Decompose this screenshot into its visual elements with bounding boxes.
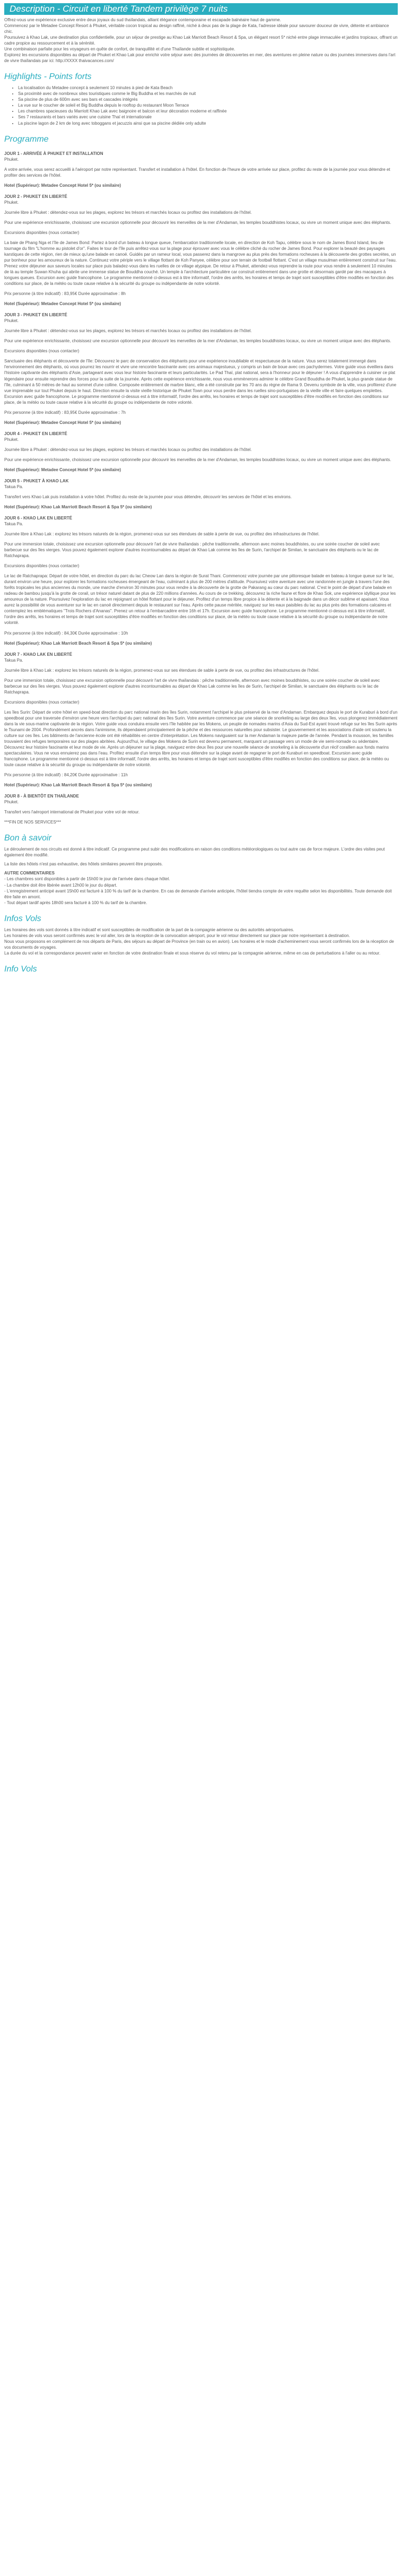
highlight-item: • Ses 7 restaurants et bars variés avec une cuisine Thaï et internationale [18,114,398,120]
autre-commentaires-title: AUTRE COMMENTAIRES [4,871,55,876]
infos-vols-title: Infos Vols [4,914,41,923]
bon-a-savoir-paragraph: La liste des hôtels n'est pas exhaustive, des hôtels similaires peuvent être proposés. [4,862,163,867]
day-paragraph: Transfert vers Khao Lak puis installation à votre hôtel. Profitez du reste de la journée pour vous détendre, découvrir les services de l'hôtel et les environs. [4,494,292,499]
day-hotel: Hotel (Supérieur): Metadee Concept Hotel 5* (ou similaire) [4,183,121,188]
highlight-item: • Sa piscine de plus de 600m avec ses bars et cascades intégrés [18,97,398,102]
day-paragraph: Excursions disponibles (nous contacter) [4,230,80,235]
day-block [4,312,398,425]
day-paragraph: Journée libre à Khao Lak : explorez les trésors naturels de la région, promenez-vous sur ses étendues de sable à perte de vue, ou profitez des infrastructures de l'hôtel. [4,667,320,673]
day-hotel: Hotel (Supérieur): Metadee Concept Hotel 5* (ou similaire) [4,420,121,425]
day-hotel: Hotel (Supérieur): Metadee Concept Hotel 5* (ou similaire) [4,467,121,472]
day-title: JOUR 8 - À BIENTÔT EN THAÏLANDE [4,794,79,799]
day-block [4,431,398,473]
day-block [4,515,398,646]
infos-vols-paragraph: Les horaires des vols sont donnés à titre indicatif et sont susceptibles de modification de la part de la compagnie aérienne ou des autorités aéroportuaires. [4,927,294,932]
day-place: Phuket. [4,437,19,442]
commentaire-item: - L'enregistrement anticipé avant 15h00 est facturé à 100 % du tarif de la chambre. En cas de demande d'arrivée anticipée, l'hôtel tiendra compte de votre requête selon les disponibilités. Toute demande doit être faite en amont. [4,888,392,899]
bon-a-savoir-section [4,846,398,905]
highlights-section [4,85,398,126]
day-block [4,793,398,825]
day-paragraph: Journée libre à Phuket : détendez-vous sur les plages, explorez les trésors et marchés locaux ou profitez des installations de l'hôtel. [4,447,252,452]
day-block [4,478,398,510]
day-paragraph: Excursions disponibles (nous contacter) [4,563,80,569]
day-paragraph: Prix personne (à titre indicatif) : 84,30€ Durée approximative : 10h [4,630,128,636]
day-title: JOUR 2 - PHUKET EN LIBERTÉ [4,194,67,199]
day-place: Phuket. [4,157,19,162]
programme-title: Programme [4,134,49,144]
commentaire-item: - La chambre doit être libérée avant 12h00 le jour du départ. [4,882,118,888]
page-title-banner: Description - Circuit en liberté Tandem privilège 7 nuits [4,3,398,15]
day-paragraph: Prix personne (à titre indicatif) : 83,95€ Durée approximative : 8h [4,291,126,297]
infos-vols-paragraph: Nous vous proposons en complément de nos départs de Paris, des séjours au départ de Province (en train ou en avion). Les horaires et le mode d'acheminement vous seront confirmés lors de la réception de vos documents de voyages. [4,939,394,950]
day-title: JOUR 1 - ARRIVÉE À PHUKET ET INSTALLATION [4,151,103,156]
info-vols-title: Info Vols [4,964,37,974]
programme-days [4,151,398,826]
day-title: JOUR 7 - KHAO LAK EN LIBERTÉ [4,652,73,657]
day-hotel: Hotel (Supérieur): Metadee Concept Hotel 5* (ou similaire) [4,301,121,307]
day-block [4,652,398,788]
day-paragraph: Prix personne (à titre indicatif) : 84,20€ Durée approximative : 11h [4,773,128,778]
day-place: Phuket. [4,200,19,205]
day-paragraph: Pour une expérience enrichissante, choisissez une excursion optionnelle pour découvrir les merveilles de la mer d'Andaman, les temples bouddhistes locaux, ou vivre un moment unique avec des éléphants. [4,220,391,225]
commentaire-item: - Les chambres sont disponibles à partir de 15h00 le jour de l'arrivée dans chaque hôtel. [4,877,170,882]
day-title: JOUR 3 - PHUKET EN LIBERTÉ [4,313,67,318]
day-paragraph: Pour une expérience enrichissante, choisissez une excursion optionnelle pour découvrir les merveilles de la mer d'Andaman, les temples bouddhistes locaux, ou vivre un moment unique avec des éléphants. [4,457,391,462]
bon-a-savoir-title: Bon à savoir [4,834,51,843]
highlight-item: • La piscine lagon de 2 km de long avec toboggans et jacuzzis ainsi que sa piscine dédiée only adulte [18,120,398,126]
intro-paragraph: Une combinaison parfaite pour les voyageurs en quête de confort, de tranquillité et d'une Thaïlande subtile et sophistiquée. [4,47,235,52]
day-paragraph: Pour une expérience enrichissante, choisissez une excursion optionnelle pour découvrir les merveilles de la mer d'Andaman, les temples bouddhistes locaux, ou vivre un moment unique avec des éléphants. [4,339,391,344]
day-place: Takua Pa. [4,522,23,527]
intro-paragraph: Offrez-vous une expérience exclusive entre deux joyaux du sud thaïlandais, alliant élégance contemporaine et escapade balnéaire haut de gamme. [4,18,281,22]
day-paragraph: Prix personne (à titre indicatif) : 83,95€ Durée approximative : 7h [4,410,126,415]
intro-paragraph: Poursuivez à Khao Lak, une destination plus confidentielle, pour un séjour de prestige au Khao Lak Marriott Beach Resort & Spa, un élégant resort 5* niché entre plage immaculée et jardins tropicaux, offrant un cadre propice au ressourcement et à la sérénité. [4,35,398,46]
day-paragraph: Journée libre à Phuket : détendez-vous sur les plages, explorez les trésors et marchés locaux ou profitez des installations de l'hôtel. [4,328,252,334]
day-paragraph: Pour une immersion totale, choisissez une excursion optionnelle pour découvrir l'art de vivre thaïlandais : pêche traditionnelle, afternoon avec moines bouddhistes, ou une soirée coucher de soleil avec barbecue sur des îles vierges. Vous pouvez également explorer d'autres incontournables au départ de Khao Lak comme les îles de Surin, l'archipel de Similan, le sanctuaire des éléphants ou le lac de Ratchaprapa. [4,542,380,559]
highlight-item: • La localisation du Metadee concept à seulement 10 minutes à pied de Kata Beach [18,85,398,91]
highlight-item: • Sa proximité avec de nombreux sites touristiques comme le Big Buddha et les marchés de nuit [18,91,398,97]
day-paragraph: Le lac de Ratchaprapa: Départ de votre hôtel, en direction du parc du lac Cheow Lan dans la région de Surat Thani. Commencez votre journée par une pittoresque balade en bateau à longue queue sur le lac, durant environ une heure, pour explorer les formations rocheuses émergeant de l'eau, culminant à plus de 200 mètres d'altitude. Poursuivez votre aventure avec une randonnée en jungle à travers l'une des forêts tropicales les plus anciennes du monde, une marche d'environ 30 minutes pour vous rendre à la découverte de la grotte de Pakarang au cœur du parc national. C'est le point de départ d'une balade en radeau de bambou jusqu'à la grotte de corail, un trésor naturel datant de plus de 220 millions d'années. Au cours de ce trekking, découvrez la riche faune et flore de Khao Sok, une expérience idyllique pour les amoureux de la nature. Poursuivez l'exploration du lac en rejoignant un hôtel flottant pour le déjeuner. Profitez d'un temps libre propice à la détente et à la baignade dans un décor sublime et apaisant. Vous aurez la possibilité de vous aventurer sur le lac en canoë directement depuis le restaurant sur l'eau. Après cette pause méritée, naviguez sur les eaux paisibles du lac au plus près des formations calcaires et contemplez les emblématiques "Trois Rochers d'Ananas". Prenez un retour à l'embarcadère entre 16h et 17h. Excursion avec guide francophone. Le programme mentionné ci-dessus est à titre informatif, l'ordre des arrêts, les horaires et temps de trajet sont susceptibles d'être modifiés en fonction des conditions sur place, de la météo ou toute cause relative à la sécurité du groupe ou indépendante de notre volonté. [4,574,396,626]
day-title: JOUR 4 - PHUKET EN LIBERTÉ [4,431,67,436]
infos-vols-paragraph: La durée du vol et la correspondance peuvent varier en fonction de votre destination finale et sous réserve du vol retenu par la compagnie aérienne, même en cas de perturbations à l'aller ou au retour. [4,950,381,956]
day-paragraph: A votre arrivée, vous serez accueilli à l'aéroport par notre représentant. Transfert et installation à l'hôtel. En fonction de l'heure de votre arrivée sur place, profitez du reste de la journée pour vous détendre et profiter des services de l'hôtel. [4,167,390,178]
day-hotel: Hotel (Supérieur): Khao Lak Marriott Beach Resort & Spa 5* (ou similaire) [4,783,152,788]
page [0,0,402,983]
day-block [4,194,398,307]
commentaire-item: - Tout départ tardif après 18h00 sera facturé à 100 % du tarif de la chambre. [4,900,147,905]
day-paragraph: Journée libre à Khao Lak : explorez les trésors naturels de la région, promenez-vous sur ses étendues de sable à perte de vue, ou profitez des infrastructures de l'hôtel. [4,532,320,537]
infos-vols-section [4,927,398,956]
day-paragraph: La baie de Phang Nga et l'île de James Bond: Partez à bord d'un bateau à longue queue, l'embarcation traditionnelle locale, en direction de Koh Tapu, célèbre sous le nom de James Bond Island, lieu de tournage du film "L'homme au pistolet d'or". Faites le tour de l'île puis arrêtez-vous sur la plage pour éprouver avec vous le célèbre cliché du rocher de James Bond. Pour explorer la beauté des paysages karstiques de cette région, rien de mieux qu'une balade en canoë. Guidés par un rameur local, vous passerez dans la mangrove au plus près des formations rocheuses à la découverte des grottes secrètes, un pur bonheur pour les amoureux de la nature. Continuez votre périple vers le village flottant de Koh Panyee, célèbre pour son terrain de football flottant. C'est un village musulman entièrement construit sur l'eau. Prenez votre déjeuner aux saveurs locales sur place puis baladez-vous dans les ruelles de ce village atypique. De retour à Phuket, attendez-vous reprendre la route pour vous rendre à seulement 10 minutes de là au temple Suwan Khuha qui abrite une immense statue de Bouddha couché. Un temple à l'architecture particulière car construit entièrement dans une grotte et désormais gardé par des macaques à longues queues. Excursion avec guide francophone. Le programme mentionné ci-dessus est à titre informatif, l'ordre des arrêts, les horaires et temps de trajet sont susceptibles d'être modifiés en fonction des conditions sur place, de la météo ou toute cause relative à la sécurité du groupe ou indépendante de notre volonté. [4,240,397,287]
bon-a-savoir-paragraph: Le déroulement de nos circuits est donné à titre indicatif. Ce programme peut subir des modifications en raison des conditions météorologiques ou tout autre cas de force majeure. L'ordre des visites peut également être modifié. [4,847,385,858]
intro-section [4,17,398,64]
day-block [4,151,398,188]
intro-paragraph: Commencez par le Metadee Concept Resort à Phuket, véritable cocon tropical au design raffiné, niché à deux pas de la plage de Kata, l'adresse idéale pour savourer douceur de vivre, détente et ambiance chic. [4,23,389,34]
highlight-item: • La vue sur le coucher de soleil et Big Buddha depuis le rooftop du restaurant Moon Terrace [18,102,398,108]
day-title: JOUR 5 - PHUKET À KHAO LAK [4,478,69,483]
infos-vols-paragraph: Les horaires de vols vous seront confirmés avec le vol aller, lors de la réception de la convocation aéroport, pour le vol retour directement sur place par notre représentant à destination. [4,933,350,938]
highlights-title: Highlights - Points forts [4,72,92,82]
day-paragraph: Pour une immersion totale, choisissez une excursion optionnelle pour découvrir l'art de vivre thaïlandais : pêche traditionnelle, afternoon avec moines bouddhistes, ou une soirée coucher de soleil avec barbecue sur des îles vierges. Vous pouvez également explorer d'autres incontournables au départ de Khao Lak comme les îles de Surin, l'archipel de Similan, le sanctuaire des éléphants ou le lac de Ratchaprapa. [4,678,380,695]
day-place: Takua Pa. [4,484,23,489]
day-paragraph: Sanctuaire des éléphants et découverte de l'île: Découvrez le parc de conservation des éléphants pour une expérience inoubliable et respectueuse de la nature. Vous serez totalement immergé dans l'environnement des éléphants, où vous pourrez les nourrir et vivre une rencontre fascinante avec ces animaux majestueux, y compris un bain de boue avec ces pachydermes. Votre guide vous éveillera dans l'histoire captivante des éléphants d'Asie, partageant avec vous leur histoire fascinante et leurs particularités. Le Pad Thaï, plat national, sera à l'honneur pour le déjeuner ! A vous d'apprendre à cuisiner ce plat légendaire pour ensuite reprendre des forces pour la suite de la journée. Après cette expérience enrichissante, nous vous emmènerons admirer le célèbre Grand Bouddha de Phuket, la plus grande statue de l'île, culminant à 50 mètres de haut au sommet d'une colline. Composée entièrement de marbre blanc, elle a été construite par les 70 ans du règne de Rama 9. Devenu symbole de la ville, vous profiterez d'une vue imprenable sur tout Phuket depuis le haut. Direction ensuite la visite vieille historique de Phuket Town pour vous perdre dans les ruelles sino-portugaises de la vieille ville et faire quelques emplettes. Excursion avec guide francophone. Le programme mentionné ci-dessus est à titre informatif, l'ordre des arrêts, les horaires et temps de trajet sont susceptibles d'être modifiés en fonction des conditions sur place, de la météo ou toute cause relative à la sécurité du groupe ou indépendante de notre volonté. [4,359,397,405]
highlights-list [4,85,398,126]
day-paragraph: Les îles Surin: Départ de votre hôtel en speed-boat direction du parc national marin des îles Surin, notamment l'archipel le plus préservé de la mer d'Andaman. Embarquez depuis le port de Kuraburi à bord d'un speedboat pour une traversée d'environ une heure vers l'archipel du parc national des îles Surin. Votre aventure commence par une séance de snorkeling au large des deux îles, vous plongerez immédiatement dans la vie sous-marine captivante de la région. Votre guide vous conduira ensuite vers l'île habitée par les Mokens, un peuple de nomades marins d'Asia du Sud-Est ayant trouvé refuge sur les îles Surin après le Tsunami de 2004. Profondément ancrés dans l'animisme, ils dépendaient principalement de la pêche et des ressources naturelles pour subsister. Le gouvernement et les associations d'aide ont soutenu la culture sur ces îles. Les bâtiments de l'ancienne école ont été réhabilités en centre d'interprétation. Les Mokens naviguaient sur la mer Andaman la majeure partie de l'année. Pendant la mousson, les familles trouvaient des refuges temporaires sur des plages abritées. Aujourd'hui, le village des Mokens de Surin est devenu permanent, marquant un passage vers un mode de vie semi-nomade ou sédentaire. Découvrez leur histoire fascinante et leur mode de vie. Après un déjeuner sur la plage, naviguez entre deux îles pour une nouvelle séance de snorkeling à la découverte d'un récif corallien aux fonds marins spectaculaires. Vous ne vous ennuierez pas dans l'eau. Profitez ensuite d'un temps libre pour vous détendre sur la plage avant de regagner le port de Kuraburi en speedboat. Excursion avec guide francophone. Le programme mentionné ci-dessus est à titre informatif, l'ordre des arrêts, les horaires et temps de trajet sont susceptibles d'être modifiés en fonction des conditions sur place, de la météo ou toute cause relative à la sécurité du groupe ou indépendante de notre volonté. [4,709,398,768]
day-place: Phuket. [4,800,19,805]
day-paragraph: Excursions disponibles (nous contacter) [4,349,80,354]
day-paragraph: Journée libre à Phuket : détendez-vous sur les plages, explorez les trésors et marchés locaux ou profitez des installations de l'hôtel. [4,210,252,215]
day-place: Takua Pa. [4,657,23,663]
day-paragraph: ***FIN DE NOS SERVICES*** [4,820,61,825]
day-hotel: Hotel (Supérieur): Khao Lak Marriott Beach Resort & Spa 5* (ou similaire) [4,504,152,509]
day-place: Phuket. [4,318,19,324]
day-paragraph: Transfert vers l'aéroport international de Phuket pour votre vol de retour. [4,810,140,815]
highlight-item: • Les chambres spacieuses du Marriott Khao Lak avec baignoire et balcon et leur décoration moderne et raffinée [18,108,398,114]
day-hotel: Hotel (Supérieur): Khao Lak Marriott Beach Resort & Spa 5* (ou similaire) [4,640,152,646]
day-paragraph: Excursions disponibles (nous contacter) [4,699,80,705]
intro-paragraph: Explorez les excursions disponibles au départ de Phuket et Khao Lak pour enrichir votre séjour avec des journées de découvertes en mer, des aventures en pleine nature ou des journées immersives dans l'art de vivre thaïlandais par ici: http://XXXX thaivacances.com/ [4,53,396,64]
day-title: JOUR 6 - KHAO LAK EN LIBERTÉ [4,516,73,521]
